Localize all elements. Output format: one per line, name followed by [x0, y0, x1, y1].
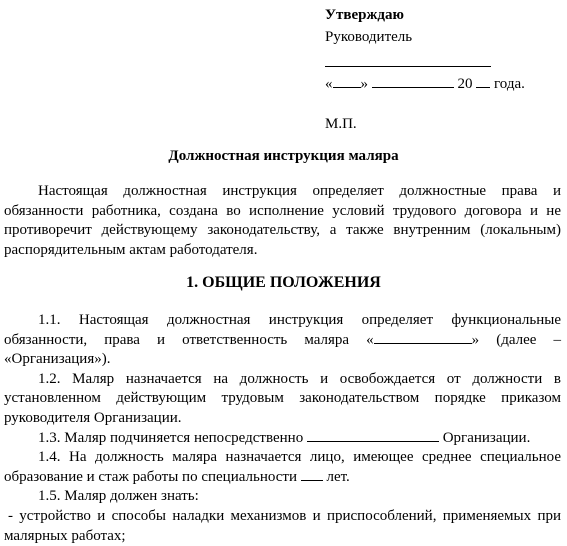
- organization-name-blank: [374, 343, 472, 344]
- date-open-quote: «: [325, 76, 333, 92]
- clause-1-3-text: 1.3. Маляр подчиняется непосредственно: [38, 429, 304, 446]
- approval-block: [325, 4, 563, 135]
- clause-1-2: 1.2. Маляр назначается на должность и освобождается от должности в установленном действующим трудовым законодательством порядке приказом руководителя Организации.: [4, 370, 561, 426]
- intro-paragraph: Настоящая должностная инструкция определяет должностные права и обязанности работника, создана во исполнение условий трудового договора и не противоречит действующему законодательству, а также внутренним (локальным) распорядительным актам работодателя.: [4, 183, 561, 258]
- clause-1-1: [4, 311, 561, 370]
- approval-title: Утверждаю: [325, 7, 404, 23]
- clause-1-4-tail: лет.: [326, 468, 350, 485]
- signature-line: [325, 52, 491, 67]
- section-body: [4, 311, 561, 546]
- clause-1-1-tail: » (далее – «Организация»).: [4, 331, 561, 368]
- day-blank: [333, 87, 361, 88]
- clause-1-4: [4, 448, 561, 487]
- clause-1-3: [4, 429, 561, 449]
- clause-1-3-tail: Организации.: [442, 429, 531, 446]
- stamp-mark: М.П.: [325, 116, 357, 132]
- clause-1-4-text: 1.4. На должность маляра назначается лицо, имеющее среднее специальное образование и стаж работы по специальности: [4, 449, 561, 485]
- clause-1-5: 1.5. Маляр должен знать:: [38, 488, 199, 505]
- experience-years-blank: [301, 480, 323, 481]
- clause-1-1-text: 1.1. Настоящая должностная инструкция определяет функциональные обязанности, права и ответственность маляра «: [4, 312, 561, 348]
- year-prefix: 20: [457, 76, 473, 92]
- clause-1-5-item-1: - устройство и способы наладки механизмов и приспособлений, применяемых при малярных работах;: [4, 507, 561, 544]
- document-title: Должностная инструкция маляра: [168, 148, 399, 164]
- approval-date-row: [325, 73, 563, 95]
- section-title: 1. ОБЩИЕ ПОЛОЖЕНИЯ: [186, 274, 381, 291]
- date-close-quote: »: [360, 76, 368, 92]
- year-blank: [476, 87, 490, 88]
- year-suffix: года.: [494, 76, 525, 92]
- approval-position: Руководитель: [325, 29, 413, 45]
- supervisor-blank: [307, 441, 439, 442]
- month-blank: [372, 87, 454, 88]
